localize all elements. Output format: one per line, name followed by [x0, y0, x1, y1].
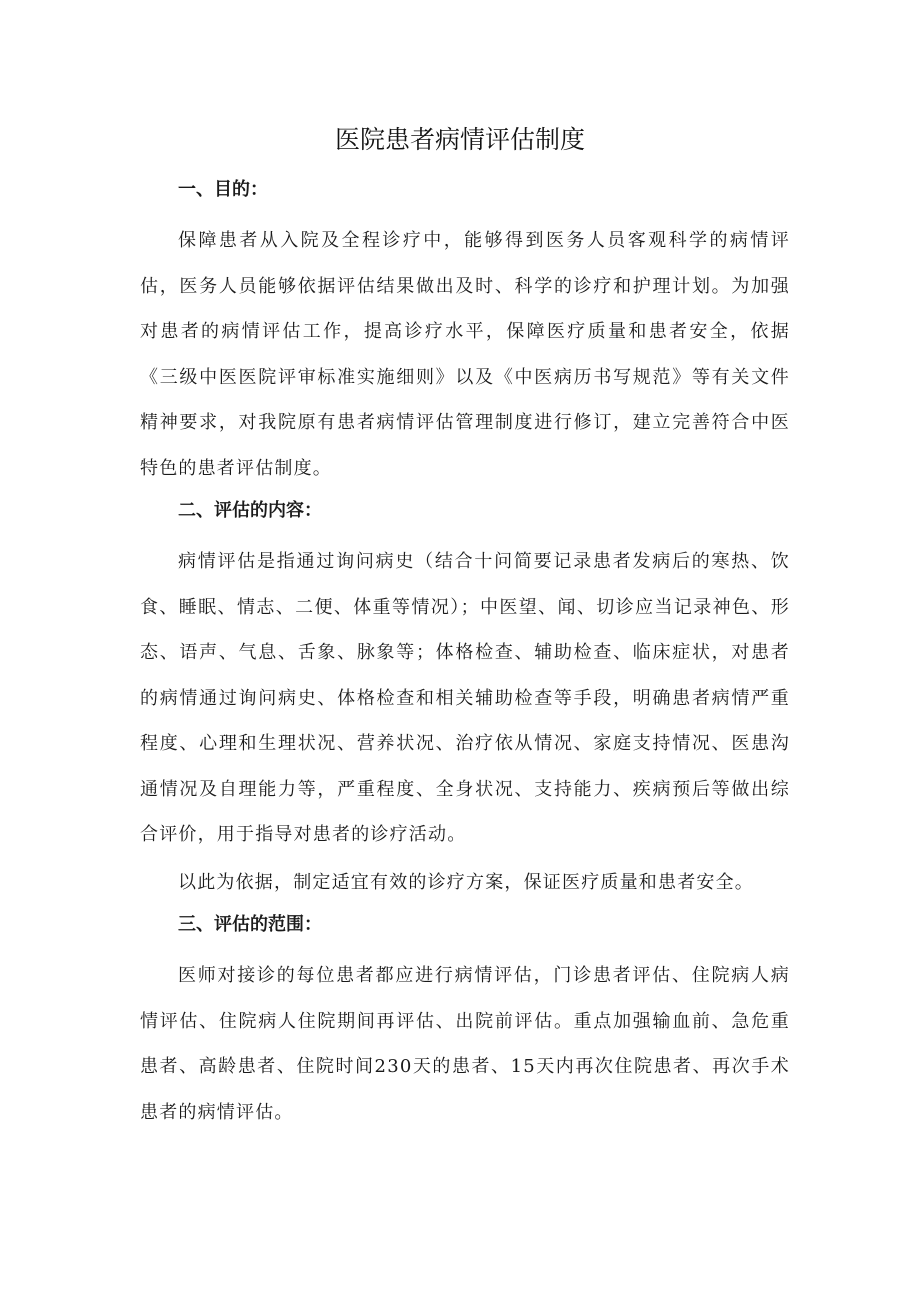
paragraph-purpose: 保障患者从入院及全程诊疗中，能够得到医务人员客观科学的病情评估，医务人员能够依据评估结果做出及时、科学的诊疗和护理计划。为加强对患者的病情评估工作，提高诊疗水平，保障医疗质量和患者安全，依据《三级中医医院评审标准实施细则》以及《中医病历书写规范》等有关文件精神要求，对我院原有患者病情评估管理制度进行修订，建立完善符合中医特色的患者评估制度。: [140, 230, 790, 479]
section-heading-purpose: 一、目的：: [178, 179, 268, 200]
paragraph-scope: 医师对接诊的每位患者都应进行病情评估，门诊患者评估、住院病人病情评估、住院病人住院期间再评估、出院前评估。重点加强输血前、急危重患者、高龄患者、住院时间230天的患者、15天内再次住院患者、再次手术患者的病情评估。: [140, 965, 790, 1123]
section-heading-content: 二、评估的内容：: [178, 500, 322, 521]
document-body: [140, 172, 790, 1135]
paragraph-content-basis: 以此为依据，制定适宜有效的诊疗方案，保证医疗质量和患者安全。: [178, 871, 754, 893]
paragraph-content: 病情评估是指通过询问病史（结合十问简要记录患者发病后的寒热、饮食、睡眠、情志、二便、体重等情况）；中医望、闻、切诊应当记录神色、形态、语声、气息、舌象、脉象等；体格检查、辅助检查、临床症状，对患者的病情通过询问病史、体格检查和相关辅助检查等手段，明确患者病情严重程度、心理和生理状况、营养状况、治疗依从情况、家庭支持情况、医患沟通情况及自理能力等，严重程度、全身状况、支持能力、疾病预后等做出综合评价，用于指导对患者的诊疗活动。: [140, 551, 790, 845]
section-heading-scope: 三、评估的范围：: [178, 914, 322, 935]
page-title: 医院患者病情评估制度: [334, 125, 585, 154]
